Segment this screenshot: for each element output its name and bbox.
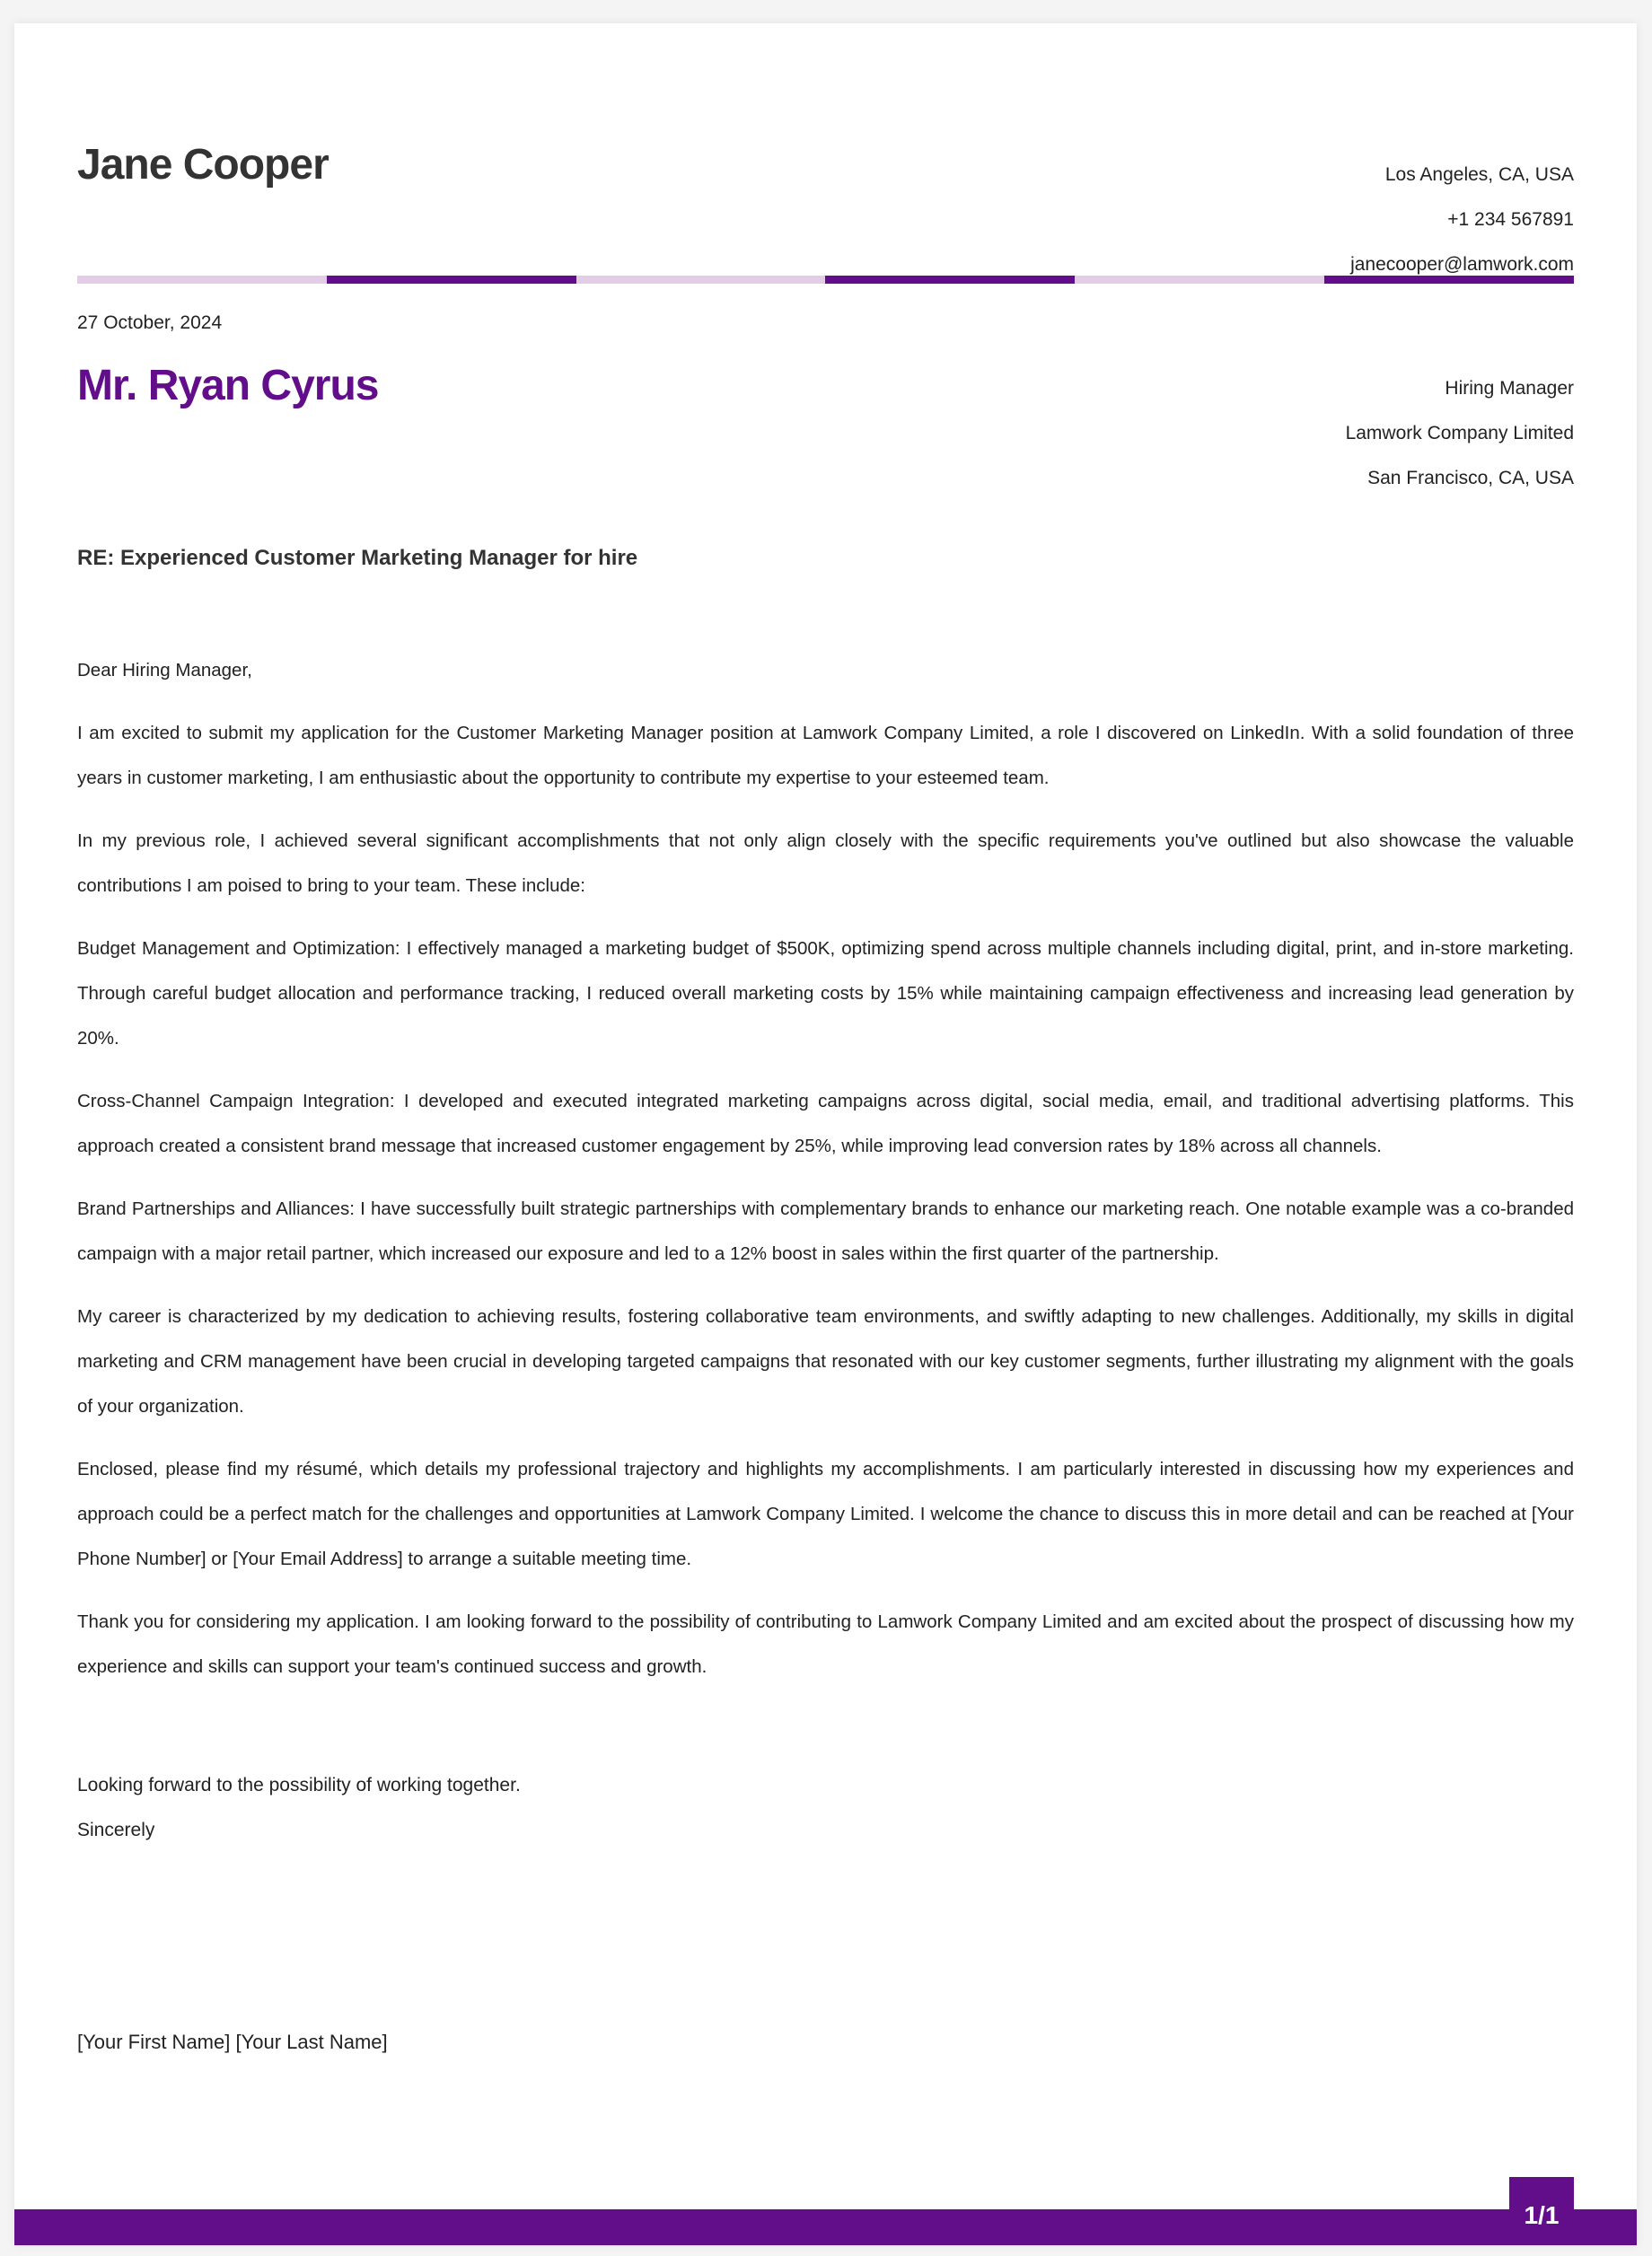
body-paragraph: Brand Partnerships and Alliances: I have successfully built strategic partnerships with complementary brands to enhance our marketing reach. One notable example was a co-branded campaign with a major retail partner, which increased our exposure and led to a 12% boost in sales within the first quarter of the partnership.: [77, 1198, 1574, 1264]
body-paragraph: Budget Management and Optimization: I effectively managed a marketing budget of $500K, optimizing spend across multiple channels including digital, print, and in-store marketing. Through careful budget allocation and performance tracking, I reduced overall marketing costs by 15% while maintaining campaign effectiveness and increasing lead generation by 20%.: [77, 938, 1574, 1049]
body-paragraph: Cross-Channel Campaign Integration: I developed and executed integrated marketing campaigns across digital, social media, email, and traditional advertising platforms. This approach created a consistent brand message that increased customer engagement by 25%, while improving lead conversion rates by 18% across all channels.: [77, 1091, 1574, 1156]
body-paragraph: Enclosed, please find my résumé, which details my professional trajectory and highlights my accomplishments. I am particularly interested in discussing how my experiences and approach could be a perfect match for the challenges and opportunities at Lamwork Company Limited. I welcome the chance to discuss this in more detail and can be reached at [Your Phone Number] or [Your Email Address] to arrange a suitable meeting time.: [77, 1459, 1574, 1569]
page-content: [77, 23, 1574, 2245]
body-paragraph: Thank you for considering my application. I am looking forward to the possibility of contributing to Lamwork Company Limited and am excited about the prospect of discussing how my experience and skills can support your team's continued success and growth.: [77, 1611, 1574, 1677]
letter-header: [77, 122, 1574, 275]
letter-closing: [77, 1763, 521, 1853]
closing-signoff: Sincerely: [77, 1820, 155, 1840]
divider-segment: [576, 276, 826, 284]
sender-location: Los Angeles, CA, USA: [1384, 164, 1574, 185]
body-paragraph: I am excited to submit my application for the Customer Marketing Manager position at Lamwork Company Limited, a role I discovered on LinkedIn. With a solid foundation of three years in customer marketing, I am enthusiastic about the opportunity to contribute my expertise to your esteemed team.: [77, 723, 1574, 788]
sender-name: Jane Cooper: [77, 141, 329, 189]
recipient-title: Hiring Manager: [1445, 378, 1574, 399]
body-paragraph: My career is characterized by my dedication to achieving results, fostering collaborative team environments, and swiftly adapting to new challenges. Additionally, my skills in digital marketing and CRM management have been crucial in developing targeted campaigns that resonated with our key customer segments, further illustrating my alignment with the goals of your organization.: [77, 1306, 1574, 1417]
letter-date: 27 October, 2024: [77, 312, 223, 333]
recipient-location: San Francisco, CA, USA: [1367, 468, 1574, 488]
sender-email: janecooper@lamwork.com: [1350, 254, 1574, 275]
cover-letter-page: [14, 23, 1637, 2245]
divider-segment: [77, 276, 327, 284]
divider-segment: [1075, 276, 1324, 284]
salutation: Dear Hiring Manager,: [77, 660, 252, 680]
divider-segment: [327, 276, 576, 284]
sender-contact: [1350, 153, 1574, 287]
sender-phone: +1 234 567891: [1447, 209, 1574, 230]
closing-line: Looking forward to the possibility of working together.: [77, 1775, 521, 1795]
recipient-company: Lamwork Company Limited: [1345, 423, 1574, 443]
letter-body: [77, 648, 1574, 1707]
recipient-details: [1346, 366, 1574, 501]
header-divider-bar: [77, 276, 1574, 284]
body-paragraph: In my previous role, I achieved several significant accomplishments that not only align closely with the specific requirements you've outlined but also showcase the valuable contributions I am poised to bring to your team. These include:: [77, 830, 1574, 896]
page-number-badge: 1/1: [1509, 2177, 1574, 2245]
divider-segment: [825, 276, 1075, 284]
letter-subject: RE: Experienced Customer Marketing Manager for hire: [77, 546, 638, 570]
footer-bar: [14, 2209, 1637, 2245]
signature-name: [Your First Name] [Your Last Name]: [77, 2031, 388, 2053]
divider-segment: [1324, 276, 1574, 284]
recipient-name: Mr. Ryan Cyrus: [77, 362, 379, 409]
